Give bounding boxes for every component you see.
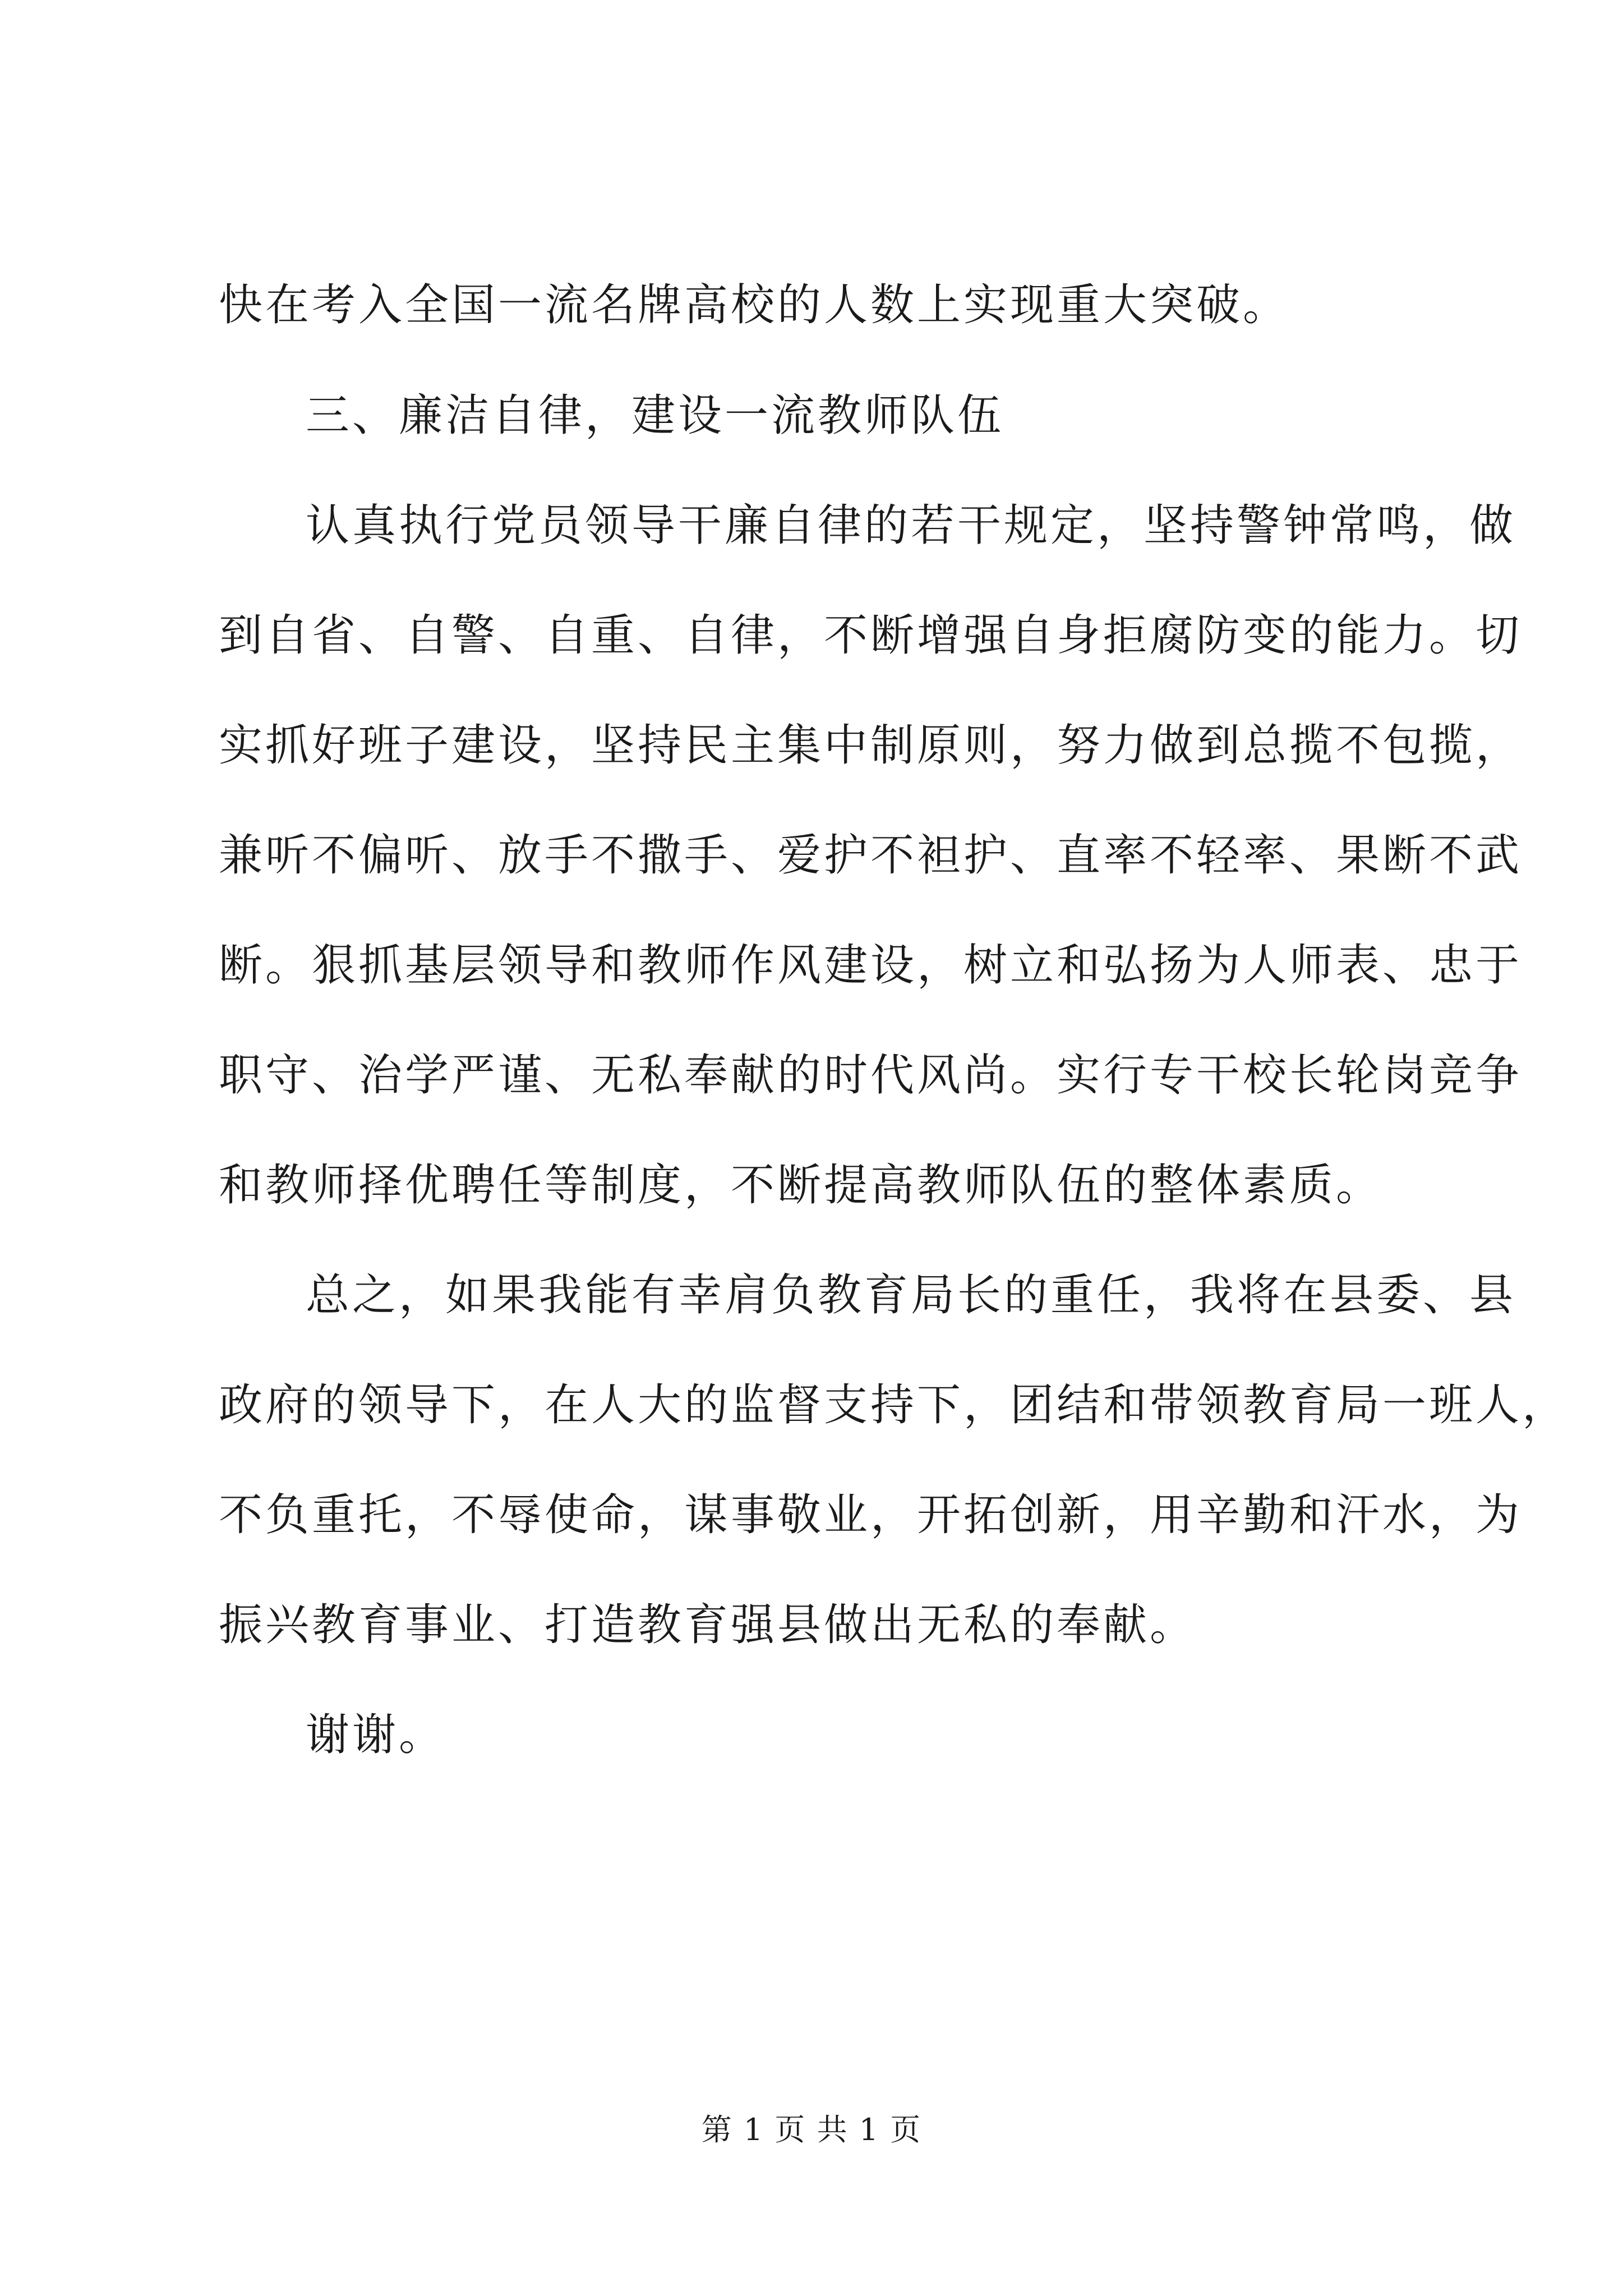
paragraph-2-line-2: 政府的领导下，在人大的监督支持下，团结和带领教育局一班人， — [219, 1380, 1569, 1430]
paragraph-2-line-4: 振兴教育事业、打造教育强县做出无私的奉献。 — [219, 1600, 1197, 1650]
paragraph-1-line-7: 和教师择优聘任等制度，不断提高教师队伍的整体素质。 — [219, 1160, 1383, 1211]
paragraph-1-line-3: 实抓好班子建设，坚持民主集中制原则，努力做到总揽不包揽， — [219, 720, 1523, 771]
paragraph-1-line-6: 职守、治学严谨、无私奉献的时代风尚。实行专干校长轮岗竞争 — [219, 1050, 1523, 1101]
paragraph-2-line-3: 不负重托，不辱使命，谋事敬业，开拓创新，用辛勤和汗水，为 — [219, 1490, 1523, 1540]
opening-line: 快在考入全国一流名牌高校的人数上实现重大突破。 — [219, 280, 1290, 330]
paragraph-1-line-1: 认真执行党员领导干廉自律的若干规定，坚持警钟常鸣，做 — [306, 500, 1516, 551]
closing-remark: 谢谢。 — [306, 1710, 446, 1760]
section-heading: 三、廉洁自律，建设一流教师队伍 — [306, 390, 1004, 441]
paragraph-2-line-1: 总之，如果我能有幸肩负教育局长的重任，我将在县委、县 — [306, 1270, 1516, 1320]
paragraph-1-line-5: 断。狠抓基层领导和教师作风建设，树立和弘扬为人师表、忠于 — [219, 940, 1523, 991]
page-number-footer: 第 1 页 共 1 页 — [701, 2112, 922, 2147]
paragraph-1-line-4: 兼听不偏听、放手不撒手、爱护不袒护、直率不轻率、果断不武 — [219, 830, 1523, 881]
paragraph-1-line-2: 到自省、自警、自重、自律，不断增强自身拒腐防变的能力。切 — [219, 610, 1523, 661]
